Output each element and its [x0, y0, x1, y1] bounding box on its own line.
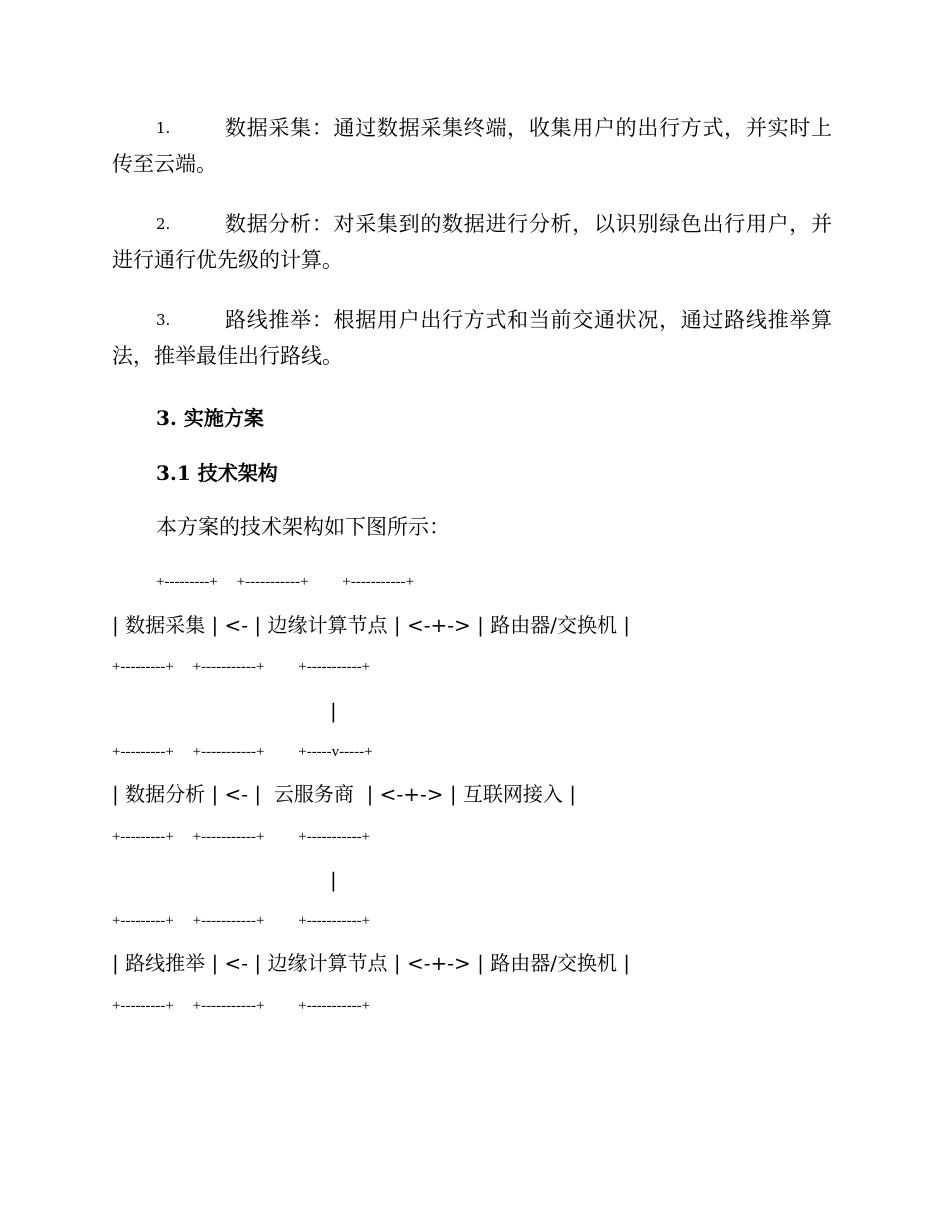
- diagram-top-border: +---------+ +-----------+ +-----------+: [156, 574, 415, 590]
- list-text: 数据采集：通过数据采集终端，收集用户的出行方式，并实时上传至云端。: [112, 116, 832, 176]
- diagram-bottom-border: +---------+ +-----------+ +-----------+: [112, 998, 371, 1014]
- list-text: 路线推举：根据用户出行方式和当前交通状况，通过路线推举算法，推举最佳出行路线。: [112, 308, 832, 368]
- diagram-row-data-collection: | 数据采集 | <- | 边缘计算节点 | <-+-> | 路由器/交换机 |: [112, 613, 631, 637]
- list-item-data-analysis: [112, 206, 832, 278]
- list-number: 1.: [156, 119, 171, 137]
- diagram-connector: |: [330, 699, 337, 723]
- list-number: 3.: [156, 311, 171, 329]
- subsection-heading: 3.1 技术架构: [156, 461, 278, 485]
- diagram-border: +---------+ +-----------+ +-----------+: [112, 659, 371, 675]
- list-number: 2.: [156, 215, 171, 233]
- section-heading: 3. 实施方案: [156, 406, 264, 430]
- diagram-border: +---------+ +-----------+ +-----------+: [112, 829, 371, 845]
- list-item-route-recommendation: [112, 302, 832, 374]
- diagram-border: +---------+ +-----------+ +-----v-----+: [112, 744, 373, 760]
- diagram-row-route-recommendation: | 路线推举 | <- | 边缘计算节点 | <-+-> | 路由器/交换机 |: [112, 951, 631, 975]
- list-text: 数据分析：对采集到的数据进行分析，以识别绿色出行用户，并进行通行优先级的计算。: [112, 212, 832, 272]
- diagram-row-data-analysis: | 数据分析 | <- | 云服务商 | <-+-> | 互联网接入 |: [112, 782, 577, 806]
- intro-paragraph: 本方案的技术架构如下图所示：: [156, 515, 450, 539]
- list-item-data-collection: [112, 110, 832, 182]
- diagram-connector: |: [330, 868, 337, 892]
- diagram-border: +---------+ +-----------+ +-----------+: [112, 913, 371, 929]
